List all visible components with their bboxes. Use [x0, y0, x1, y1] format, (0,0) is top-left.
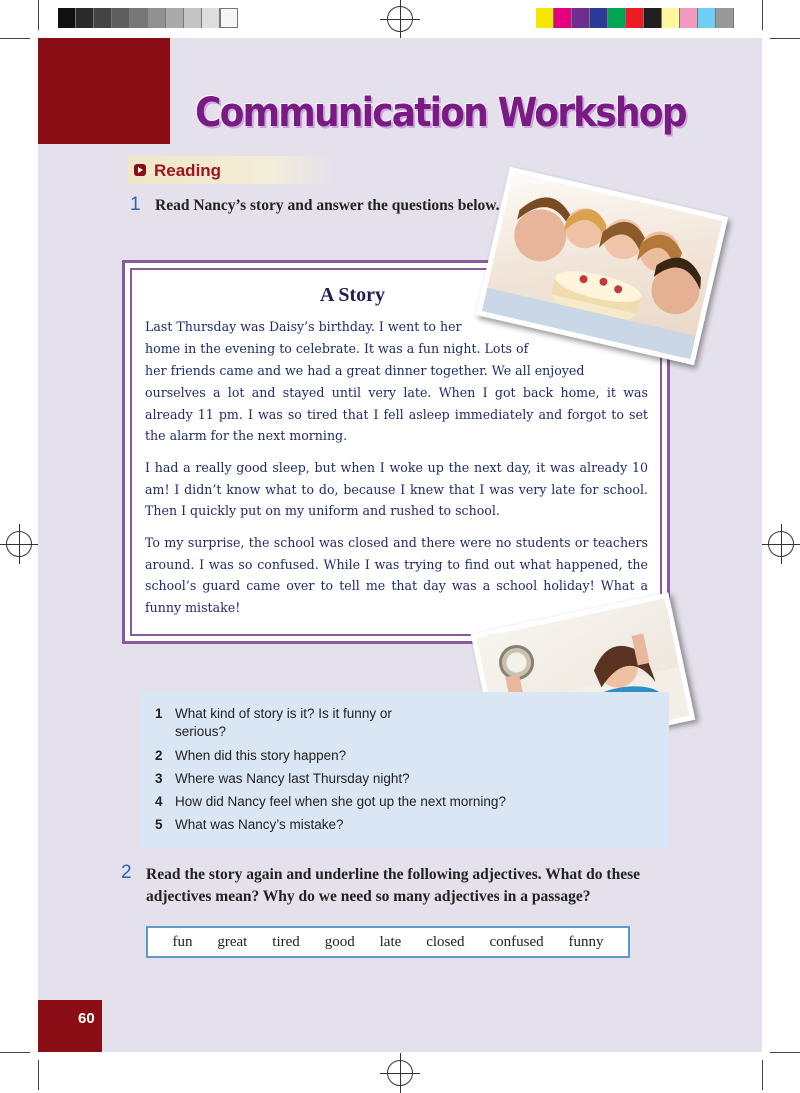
- page-number: 60: [78, 1010, 95, 1027]
- adjective-word: great: [217, 933, 248, 950]
- crop-mark: [770, 1052, 800, 1053]
- question-number: 1: [155, 706, 163, 721]
- gray-swatch: [94, 8, 112, 28]
- crop-mark: [38, 1060, 39, 1090]
- adjective-word: good: [324, 933, 355, 950]
- question-number: 2: [155, 748, 163, 763]
- gray-swatch: [166, 8, 184, 28]
- question-text: Where was Nancy last Thursday night?: [175, 771, 410, 786]
- registration-mark: [387, 1060, 413, 1086]
- question-text: What was Nancy’s mistake?: [175, 817, 344, 832]
- color-swatch: [716, 8, 734, 28]
- adjective-word: confused: [489, 933, 544, 950]
- page-title: Communication Workshop: [195, 90, 686, 136]
- play-icon: [134, 164, 146, 176]
- question-text: When did this story happen?: [175, 748, 347, 763]
- story-paragraph: I had a really good sleep, but when I woke up the next day, it was already 10 am! I didn’t know what to do, because I knew that I was very late for school. Then I quickly put on my uniform and rushed to school.: [145, 460, 648, 518]
- color-swatch: [698, 8, 716, 28]
- color-swatch: [608, 8, 626, 28]
- color-swatch: [590, 8, 608, 28]
- color-strip: [536, 8, 734, 28]
- crop-mark: [38, 0, 39, 30]
- story-line: her friends came and we had a great dinner together. We all enjoyed: [145, 363, 585, 378]
- crop-mark: [762, 1060, 763, 1090]
- task-instruction-line: adjectives mean? Why do we need so many adjectives in a passage?: [146, 888, 591, 905]
- crop-mark: [0, 1052, 30, 1053]
- question-text-continued: serious?: [175, 724, 227, 739]
- crop-mark: [0, 38, 30, 39]
- adjective-word: late: [379, 933, 402, 950]
- registration-mark: [6, 531, 32, 557]
- color-swatch: [662, 8, 680, 28]
- task-number: 2: [121, 862, 132, 883]
- question-item: [155, 770, 410, 788]
- task-instruction: Read Nancy’s story and answer the questions below.: [155, 197, 500, 214]
- gray-swatch: [220, 8, 238, 28]
- section-label: Reading: [154, 161, 222, 180]
- crop-mark: [762, 0, 763, 30]
- story-title: A Story: [320, 284, 385, 306]
- color-swatch: [536, 8, 554, 28]
- registration-mark: [387, 6, 413, 32]
- adjective-word: tired: [272, 933, 300, 950]
- question-number: 5: [155, 817, 163, 832]
- crop-mark: [770, 38, 800, 39]
- story-paragraph: ourselves a lot and stayed until very late. When I got back home, it was already 11 pm. I was so tired that I fell asleep immediately and forgot to set the alarm for the next morning.: [145, 385, 648, 443]
- color-swatch: [626, 8, 644, 28]
- adjective-word: closed: [426, 933, 465, 950]
- question-number: 4: [155, 794, 163, 809]
- question-item: [155, 705, 392, 723]
- story-paragraph: To my surprise, the school was closed and there were no students or teachers around. I was so confused. While I was trying to find out what happened, the school’s guard came over to tell me that day was a school holiday! What a funny mistake!: [145, 535, 648, 615]
- gray-swatch: [202, 8, 220, 28]
- gray-swatch: [148, 8, 166, 28]
- question-item: [155, 816, 344, 834]
- corner-accent: [38, 38, 170, 144]
- question-text: How did Nancy feel when she got up the next morning?: [175, 794, 506, 809]
- color-swatch: [554, 8, 572, 28]
- page-number-tab: [38, 1000, 102, 1052]
- adjective-word-box: [146, 926, 630, 958]
- registration-mark: [768, 531, 794, 557]
- story-line: home in the evening to celebrate. It was a fun night. Lots of: [145, 341, 529, 356]
- color-swatch: [572, 8, 590, 28]
- question-text: What kind of story is it? Is it funny or: [175, 706, 392, 721]
- gray-swatch: [58, 8, 76, 28]
- gray-swatch: [112, 8, 130, 28]
- gray-swatch: [76, 8, 94, 28]
- grayscale-strip: [58, 8, 238, 28]
- story-line: Last Thursday was Daisy’s birthday. I went to her: [145, 319, 462, 334]
- question-number: 3: [155, 771, 163, 786]
- question-item: [155, 747, 346, 765]
- adjective-word: fun: [172, 933, 193, 950]
- question-item: [155, 793, 506, 811]
- adjective-word: funny: [568, 933, 604, 950]
- gray-swatch: [184, 8, 202, 28]
- questions-box: [141, 692, 669, 848]
- color-swatch: [680, 8, 698, 28]
- task-number: 1: [130, 194, 141, 215]
- task-instruction-line: Read the story again and underline the following adjectives. What do these: [146, 866, 641, 883]
- color-swatch: [644, 8, 662, 28]
- section-header: [128, 156, 334, 184]
- gray-swatch: [130, 8, 148, 28]
